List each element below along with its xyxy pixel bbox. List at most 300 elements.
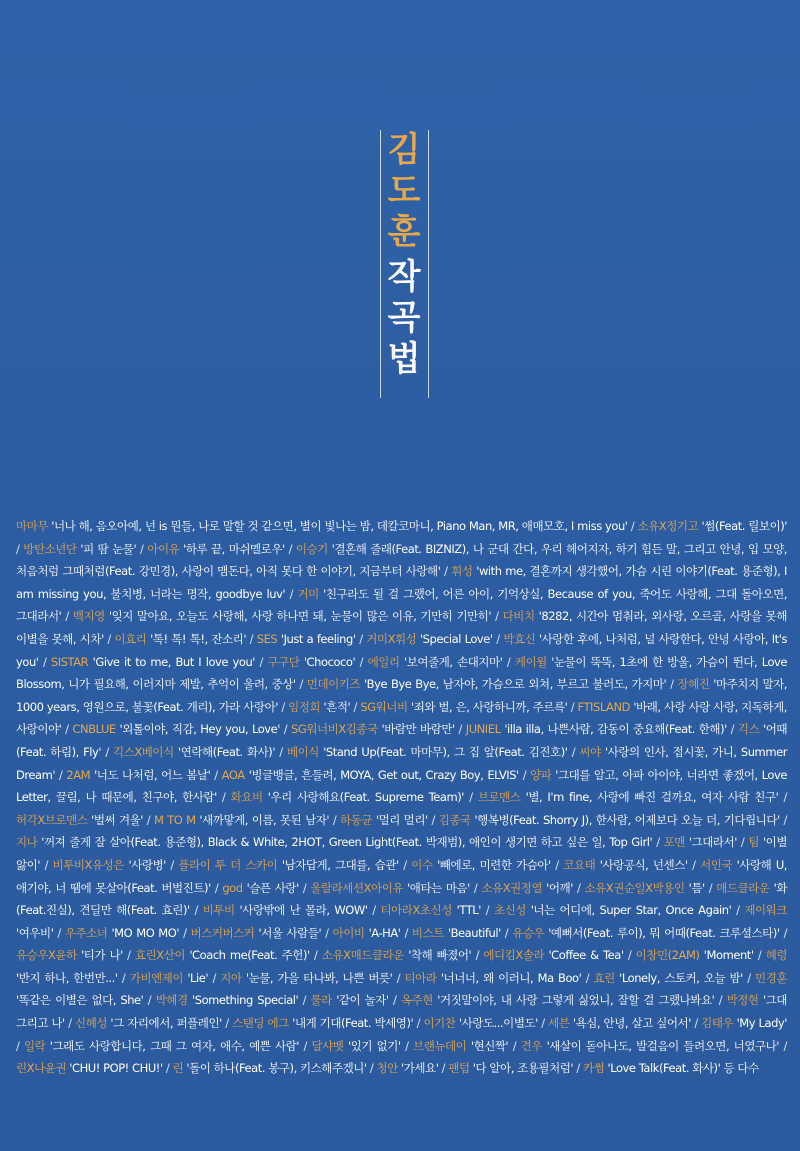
song-titles: '톡! 톡! 톡!, 잔소리' <box>146 631 247 646</box>
separator: / <box>550 857 564 872</box>
right-rule <box>428 130 429 398</box>
credit-item <box>494 903 731 917</box>
artist-name: 구구단 <box>267 654 300 669</box>
artist-name: 민경훈 <box>755 970 788 985</box>
song-titles: 'Moment' <box>699 948 754 963</box>
artist-name: 혜령 <box>765 948 788 963</box>
artist-name: 휘성 <box>451 564 473 579</box>
artist-name: 백지영 <box>72 609 105 624</box>
separator: / <box>366 1061 377 1076</box>
song-titles: '이별 앓이' <box>16 835 787 872</box>
credit-item <box>53 858 166 872</box>
credit-item <box>701 1016 787 1030</box>
song-titles: '돌이 하나(Feat. 봉구), 키스해주겠니' <box>183 1061 367 1076</box>
song-titles: '피 땀 눈물' <box>76 541 137 556</box>
artist-name: 가비엔제이 <box>129 970 183 985</box>
song-titles: '어때(Feat. 하림), Fly' <box>16 722 788 759</box>
credit-item <box>413 1039 508 1053</box>
song-titles: '내게 기대(Feat. 박세영)' <box>288 1016 414 1031</box>
separator: / <box>143 993 156 1008</box>
credit-item <box>340 813 428 827</box>
song-titles: '가세요' <box>397 1061 439 1076</box>
credit-item <box>368 655 503 669</box>
separator: / <box>275 744 287 759</box>
song-titles: '사랑밖에 난 몰라, WOW' <box>234 903 368 918</box>
separator: / <box>491 609 503 624</box>
separator: / <box>298 880 311 895</box>
song-titles: '어깨' <box>542 880 573 895</box>
song-titles: '행복병(Feat. Shorry J), 한사람, 어제보다 오늘 더, 기다립니다' <box>470 812 780 827</box>
song-titles: 'Coach me(Feat. 주헌)' <box>185 948 310 963</box>
artist-name: 이기찬 <box>423 1016 456 1031</box>
credit-item <box>481 881 573 895</box>
separator: / <box>471 948 484 963</box>
artist-name: 에일리 <box>367 654 400 669</box>
author-char: 김 <box>387 130 421 170</box>
artist-name: SG워너비X김종국 <box>291 722 378 737</box>
artist-name: 비투비X유성은 <box>52 857 124 872</box>
artist-name: 브랜뉴데이 <box>413 1038 467 1053</box>
credit-item <box>135 948 310 962</box>
separator: / <box>16 541 24 556</box>
artist-name: 긱스X베이식 <box>113 744 174 759</box>
title-char: 작 <box>387 257 421 297</box>
credit-item <box>360 700 567 714</box>
separator: / <box>55 767 67 782</box>
credit-list <box>16 515 787 1080</box>
credit-item <box>16 1061 163 1075</box>
separator: / <box>285 586 298 601</box>
artist-name: 이효리 <box>114 631 147 646</box>
credit-item <box>584 881 704 895</box>
separator: / <box>440 564 452 579</box>
credit-item <box>439 813 780 827</box>
song-titles: '새까맣게, 이름, 못된 남자' <box>195 812 330 827</box>
artist-name: 장혜진 <box>677 677 710 692</box>
song-titles: '결혼해 줄래(Feat. BIZNIZ), 나 군대 간다, 우리 헤어지자, 하기 힘든 말, 그리고 안녕, 입 모양, 처음처럼 그때처럼(Feat. 강민경), 사랑이 맴돈다, 아직 못다 한 이야기, 지금부터 사랑해' <box>16 541 787 579</box>
artist-name: 2AM <box>66 767 91 782</box>
artist-name: 비투비 <box>202 903 235 918</box>
artist-name: 베이식 <box>286 744 319 759</box>
credit-item <box>423 1016 537 1030</box>
song-titles: '서울 사람들' <box>254 925 322 940</box>
credit-item <box>16 813 143 827</box>
song-titles: '하루 끝, 마쉬멜로우' <box>179 541 285 556</box>
separator: / <box>413 1016 424 1031</box>
title-block <box>380 130 430 410</box>
artist-name: 거미X휘성 <box>366 631 417 646</box>
song-titles: 'TTL' <box>451 903 481 918</box>
credit-item <box>66 768 210 782</box>
song-titles: '틈' <box>684 880 705 895</box>
separator: / <box>101 744 114 759</box>
song-titles: '예뻐서(Feat. 루이), 뭐 어때(Feat. 크루셜스타)' <box>544 925 780 940</box>
artist-name: 팬텀 <box>448 1061 470 1076</box>
song-titles: '사랑병' <box>123 857 166 872</box>
song-titles: 'Chococo' <box>299 654 356 669</box>
song-titles: '너너너, 왜 이러니, Ma Boo' <box>436 970 582 985</box>
song-titles: '그대를 알고, 아파 아이야, 너라면 좋겠어, Love Letter, 끌림, 나 때문에, 친구야, 한사람' <box>16 767 787 805</box>
artist-name: 서인국 <box>700 857 733 872</box>
credit-item <box>638 519 787 533</box>
artist-name: 유승우X윤하 <box>16 948 77 963</box>
credit-item <box>24 1039 299 1053</box>
credit-item <box>173 1061 367 1075</box>
artist-name: 긱스 <box>737 722 760 737</box>
credit-item <box>287 745 567 759</box>
song-titles: 'MO MO MO' <box>107 925 180 940</box>
song-titles: 'Lonely, 스토커, 오늘 밤' <box>614 970 743 985</box>
credit-item <box>178 858 398 872</box>
separator: / <box>753 948 766 963</box>
credit-item <box>636 948 754 962</box>
credit-item <box>191 926 322 940</box>
credit-item <box>333 926 401 940</box>
author-char: 도 <box>387 171 421 211</box>
artist-name: 아이유 <box>147 541 180 556</box>
separator: / <box>480 903 494 918</box>
separator: / <box>216 790 231 805</box>
credit-item <box>548 1016 691 1030</box>
song-titles: '반지 하나, 한번만...' <box>16 970 118 985</box>
separator: / <box>508 1038 521 1053</box>
song-titles: '눈물이 뚝뚝, 1초에 한 방울, 가슴이 뛴다, Love Blossom, 니가 필요해, 이러지마 제발, 추억이 울려, 중상' <box>16 654 788 692</box>
song-titles: 'Love Talk(Feat. 화사)' <box>604 1061 721 1076</box>
credit-item <box>412 926 501 940</box>
artist-name: 울랄라세션X아이유 <box>310 880 404 895</box>
artist-name: 지아 <box>220 970 242 985</box>
artist-name: 신혜성 <box>75 1016 108 1031</box>
separator: / <box>355 654 368 669</box>
separator: / <box>277 699 289 714</box>
song-titles: '너는 어디에, Super Star, Once Again' <box>525 903 732 918</box>
artist-name: 린X나윤권 <box>16 1061 67 1076</box>
song-titles: '똑같은 이별은 없다, She' <box>16 993 144 1008</box>
credit-item <box>257 632 356 646</box>
song-titles: 'Beautiful' <box>443 925 501 940</box>
song-titles: 'Give it to me, But I love you' <box>88 654 255 669</box>
credit-item <box>376 1061 438 1075</box>
separator: / <box>189 903 203 918</box>
credit-item <box>222 881 298 895</box>
artist-name: 청안 <box>376 1061 398 1076</box>
separator: / <box>518 767 531 782</box>
author-name <box>384 130 424 253</box>
artist-name: 케이윌 <box>514 654 547 669</box>
song-titles: '눈물, 가을 타나봐, 나쁜 버릇' <box>241 970 393 985</box>
artist-name: 매드클라운 <box>716 880 770 895</box>
separator: / <box>210 880 223 895</box>
song-titles: '사랑공식, 넌센스' <box>595 857 688 872</box>
separator: / <box>778 790 787 805</box>
separator: / <box>350 699 361 714</box>
separator: / <box>53 925 65 940</box>
separator: / <box>623 948 636 963</box>
artist-name: 카썸 <box>582 1061 605 1076</box>
credit-item <box>512 926 779 940</box>
song-titles: '죄와 벌, 은, 사랑하니까, 주르륵' <box>407 699 568 714</box>
credit-item <box>583 1061 720 1075</box>
artist-name: 버스커버스커 <box>190 925 255 940</box>
song-titles: 'Just a feeling' <box>277 631 356 646</box>
credit-item <box>466 722 727 736</box>
song-titles: '새살이 돋아나도, 발걸음이 들려오면, 너였구나' <box>542 1038 780 1053</box>
separator: / <box>779 812 787 827</box>
left-rule <box>380 130 381 398</box>
separator: / <box>309 948 322 963</box>
song-titles: '잊지 말아요, 오늘도 사랑해, 사랑 하나면 돼, 눈물이 많은 이유, 기만히 기만히' <box>104 609 492 624</box>
song-titles: '그대 그리고 나' <box>16 993 787 1031</box>
separator: / <box>122 948 135 963</box>
artist-name: 코요태 <box>563 857 596 872</box>
artist-name: 임정희 <box>288 699 321 714</box>
artist-name: 박정현 <box>726 993 759 1008</box>
separator: / <box>367 903 381 918</box>
artist-name: 효린X산이 <box>134 948 185 963</box>
song-titles: '있기 없기' <box>343 1038 401 1053</box>
separator: / <box>299 1038 312 1053</box>
artist-name: 김종국 <box>438 812 471 827</box>
separator: / <box>210 767 222 782</box>
separator: / <box>221 1016 233 1031</box>
separator: / <box>567 744 580 759</box>
song-titles: '다 알아, 조용필처럼' <box>469 1061 574 1076</box>
artist-name: 박효신 <box>503 631 536 646</box>
credit-item <box>448 1061 573 1075</box>
artist-name: 마마무 <box>16 519 48 533</box>
song-titles: 'Lie' <box>182 970 209 985</box>
artist-name: 거미 <box>297 586 319 601</box>
separator: / <box>103 631 115 646</box>
artist-name: 소유X권정열 <box>481 880 543 895</box>
artist-name: 티아라X초신성 <box>380 903 452 918</box>
song-titles: '연락해(Feat. 화사)' <box>173 744 276 759</box>
separator: / <box>492 631 504 646</box>
song-titles: 'Stand Up(Feat. 마마무), 그 집 앞(Feat. 김진호)' <box>318 744 568 759</box>
separator: / <box>208 970 221 985</box>
credit-item <box>147 542 284 556</box>
credit-item <box>156 993 299 1007</box>
separator: / <box>687 857 701 872</box>
artist-name: 팀 <box>748 835 759 850</box>
artist-name: 지나 <box>16 835 38 850</box>
artist-name: SG워너비 <box>360 699 408 714</box>
song-titles: '그래도 사랑합니다, 그때 그 여자, 애수, 예쁜 사람' <box>45 1038 300 1053</box>
artist-name: 소유X정기고 <box>637 519 699 533</box>
separator: / <box>295 677 307 692</box>
song-titles: '별, I'm fine, 사랑에 빠진 걸까요, 여자 사람 친구' <box>520 790 779 805</box>
artist-name: SES <box>256 631 278 646</box>
song-titles: 'Coffee & Tea' <box>544 948 624 963</box>
song-titles: 'with me, 결혼까지 생각했어, 가슴 시린 이야기(Feat. 용준형), I am missing you, 불치병, 너라는 명작, goodbye luv' <box>16 564 787 601</box>
separator: / <box>298 993 311 1008</box>
separator: / <box>573 1061 583 1076</box>
separator: / <box>500 925 513 940</box>
credit-item <box>291 722 455 736</box>
separator: / <box>627 519 638 533</box>
separator: / <box>280 722 292 737</box>
artist-name: 제이워크 <box>744 903 787 918</box>
song-titles: '친구라도 될 걸 그랬어, 어른 아이, 기억상실, Because of you, 죽어도 사랑해, 그대 돌아오면, 그대라서' <box>16 586 787 624</box>
artist-name: 김태우 <box>701 1016 734 1031</box>
song-titles: '티가 나' <box>76 948 123 963</box>
artist-name: 효린 <box>593 970 615 985</box>
artist-name: 이창민(2AM) <box>635 948 700 963</box>
credit-item <box>267 655 355 669</box>
song-titles: '그 자리에서, 퍼플레인' <box>107 1016 222 1031</box>
song-titles: '꺼져 줄게 잘 살아(Feat. 용준형), Black & White, 2HOT, Green Light(Feat. 박재범), 애인이 생기면 하고 싶은 일, Top Girl' <box>37 835 653 850</box>
artist-name: 이수 <box>411 857 433 872</box>
song-titles: '남자답게, 그대를, 습관' <box>277 857 399 872</box>
separator: / <box>16 1038 24 1053</box>
separator: / <box>438 1061 449 1076</box>
artist-name: 일락 <box>23 1038 46 1053</box>
song-titles: '욕심, 안녕, 살고 싶어서' <box>569 1016 691 1031</box>
song-titles: '빼에로, 미련한 가슴아' <box>432 857 551 872</box>
song-titles: '같이 놀자' <box>331 993 389 1008</box>
separator: / <box>64 1016 76 1031</box>
separator: / <box>61 722 73 737</box>
song-titles: '멀리 멀리' <box>372 812 428 827</box>
credit-item <box>563 858 687 872</box>
artist-name: 박혜경 <box>155 993 188 1008</box>
separator: / <box>136 541 148 556</box>
credit-item <box>51 655 255 669</box>
artist-name: 세븐 <box>548 1016 570 1031</box>
song-titles: '여우비' <box>16 925 54 940</box>
song-titles: '보여줄게, 손대지마' <box>399 654 503 669</box>
separator: / <box>464 790 478 805</box>
separator: / <box>666 677 678 692</box>
artist-name: 소유X권순일X박용인 <box>584 880 685 895</box>
song-titles: '너도 나처럼, 어느 봄날' <box>90 767 211 782</box>
artist-name: 달샤벳 <box>311 1038 344 1053</box>
song-titles: '사랑의 인사, 접시꽃, 가니, Summer Dream' <box>16 744 787 782</box>
credit-item <box>73 609 491 623</box>
artist-name: 견우 <box>520 1038 543 1053</box>
separator: / <box>469 880 482 895</box>
credit-item <box>411 858 551 872</box>
separator: / <box>567 699 578 714</box>
song-titles: 'Something Special' <box>187 993 299 1008</box>
credit-item <box>311 1039 400 1053</box>
artist-name: 룰라 <box>310 993 332 1008</box>
artist-name: M TO M <box>153 812 196 827</box>
song-titles: 'Bye Bye Bye, 남자야, 가슴으로 외쳐, 부르고 불러도, 가지마' <box>360 677 667 692</box>
song-titles: '사랑한 후에, 나처럼, 널 사랑한다, 안녕 사랑아, It's you' <box>16 631 787 669</box>
credit-item <box>521 1039 779 1053</box>
song-titles: 'illa illa, 나쁜사람, 감동이 중요해(Feat. 한해)' <box>500 722 727 737</box>
artist-name: 유승우 <box>512 925 545 940</box>
credit-item <box>220 971 392 985</box>
artist-name: 화요비 <box>230 790 263 805</box>
song-titles: '사랑해 U, 애기야, 너 땜에 못살아(Feat. 버벌진트)' <box>16 857 788 895</box>
separator: / <box>652 835 664 850</box>
separator: / <box>537 1016 549 1031</box>
artist-name: JUNIEL <box>465 722 501 737</box>
artist-name: 이승기 <box>295 541 328 556</box>
separator: / <box>400 925 412 940</box>
song-titles: '너나 해, 음오아예, 넌 is 뭔들, 나로 말할 것 같으면, 별이 빛나는 밤, 데칼코마니, Piano Man, MR, 애매모호, I miss you' <box>47 519 628 533</box>
credit-item <box>113 745 275 759</box>
author-char: 훈 <box>387 212 421 252</box>
title-char: 법 <box>387 339 421 379</box>
song-titles: '착해 빠졌어' <box>403 948 472 963</box>
credit-item <box>75 1016 222 1030</box>
song-titles: 'CHU! POP! CHU!' <box>66 1061 163 1076</box>
separator: / <box>690 1016 702 1031</box>
credit-item <box>483 948 623 962</box>
credit-item <box>16 519 628 533</box>
separator: / <box>40 857 53 872</box>
song-titles: '현신짝' <box>466 1038 509 1053</box>
artist-name: 스탠딩 에그 <box>232 1016 289 1031</box>
song-titles: '화(Feat.진실), 견딜만 해(Feat. 효린)' <box>16 880 787 918</box>
song-titles: '벌써 겨울' <box>87 812 143 827</box>
artist-name: 에디킴X솔라 <box>483 948 545 963</box>
artist-name: CNBLUE <box>72 722 116 737</box>
separator: / <box>329 812 341 827</box>
credit-item <box>593 971 742 985</box>
credit-item <box>23 542 136 556</box>
song-titles: '흔적' <box>320 699 351 714</box>
credit-item <box>222 768 519 782</box>
song-titles: '그대라서' <box>684 835 737 850</box>
separator: / <box>246 631 257 646</box>
separator: / <box>502 654 515 669</box>
song-titles: '사랑도...이별도' <box>455 1016 538 1031</box>
credit-item <box>288 700 350 714</box>
separator: / <box>726 722 738 737</box>
separator: / <box>736 835 749 850</box>
separator: / <box>162 1061 173 1076</box>
credit-item <box>114 632 246 646</box>
separator: / <box>38 654 51 669</box>
artist-name: 린 <box>172 1061 184 1076</box>
credit-item <box>16 948 123 962</box>
separator: / <box>284 541 296 556</box>
separator: / <box>400 1038 414 1053</box>
artist-name: 소유X매드클라운 <box>321 948 404 963</box>
separator: / <box>398 857 412 872</box>
song-titles: 'A-HA' <box>364 925 401 940</box>
artist-name: 방탄소년단 <box>23 541 77 556</box>
artist-name: 아이비 <box>332 925 365 940</box>
artist-name: 허각X브로맨스 <box>16 812 88 827</box>
separator: / <box>143 812 154 827</box>
credit-item <box>310 993 388 1007</box>
credit-item <box>405 971 582 985</box>
credit-item <box>366 632 492 646</box>
credit-item <box>401 993 714 1007</box>
title-char: 곡 <box>387 298 421 338</box>
song-titles: '거짓말이야, 내 사랑 그렇게 싫었니, 잘할 걸 그랬나봐요' <box>432 993 715 1008</box>
credit-item <box>72 722 280 736</box>
credit-item <box>130 971 208 985</box>
artist-name: 먼데이키즈 <box>306 677 361 692</box>
artist-name: 비스트 <box>411 925 444 940</box>
song-titles: '애타는 마음' <box>403 880 470 895</box>
song-titles: '슬픈 사랑' <box>242 880 299 895</box>
separator: / <box>61 609 73 624</box>
song-titles: '8282, 시간아 멈춰라, 외사랑, 오르골, 사랑을 못해 이별을 못해, 시차' <box>16 609 788 646</box>
credit-item <box>478 790 779 804</box>
credit-item <box>322 948 471 962</box>
credit-item <box>65 926 179 940</box>
separator: / <box>454 722 466 737</box>
artist-name: 하동균 <box>340 812 373 827</box>
artist-name: 다비치 <box>502 609 535 624</box>
